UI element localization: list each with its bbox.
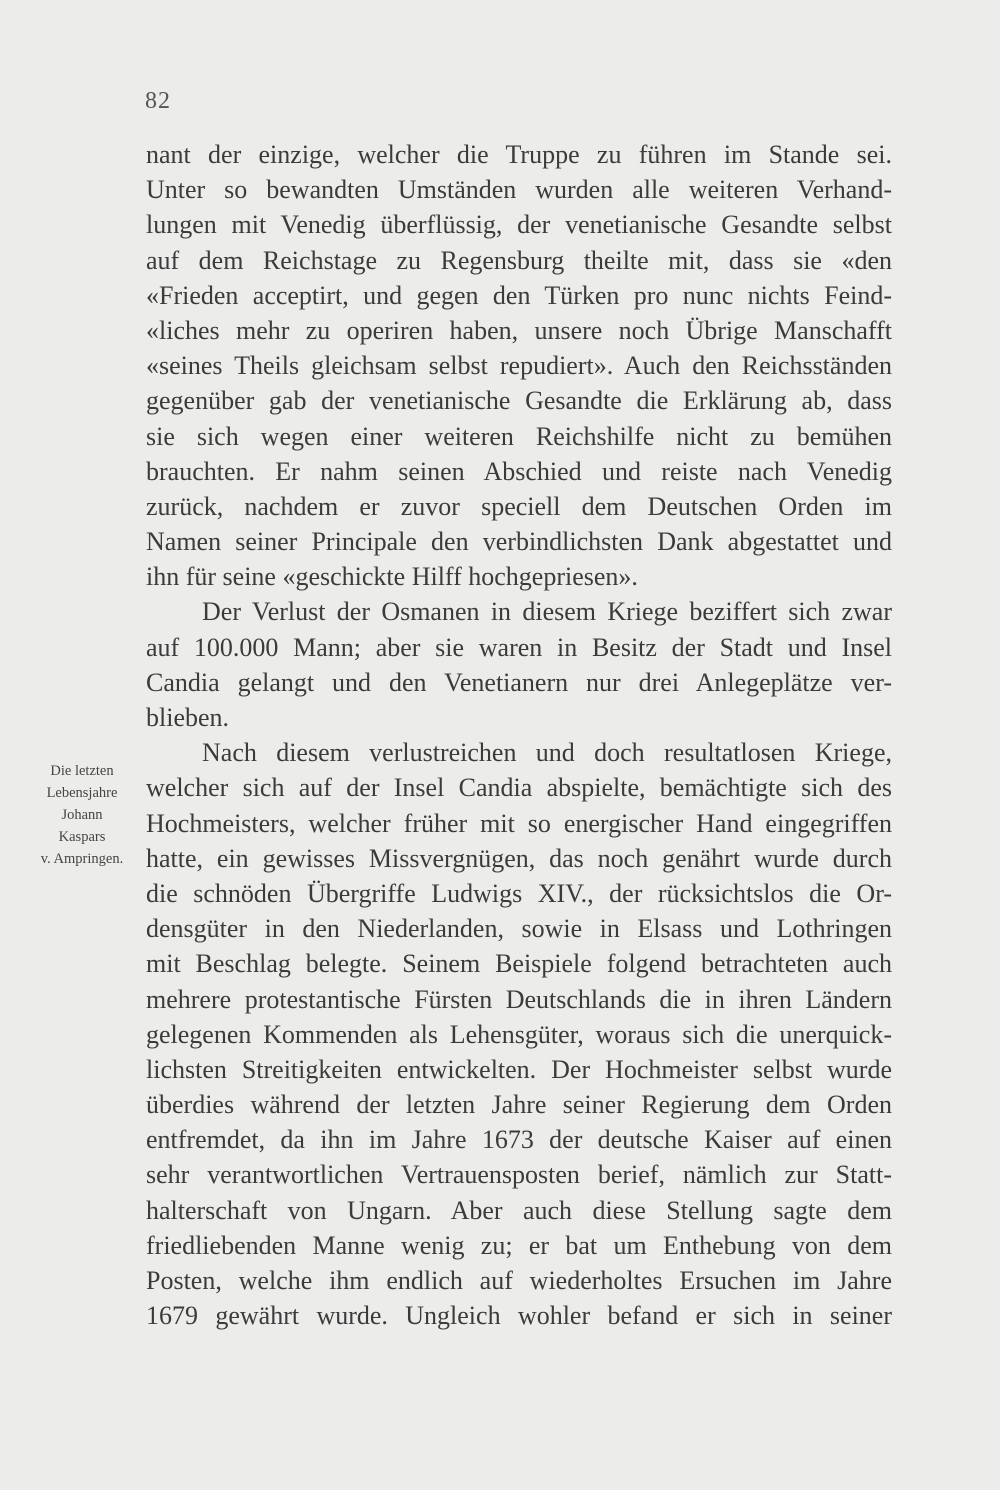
text-line: Hochmeisters, welcher früher mit so energischer Hand eingegriffen [146, 808, 892, 838]
margin-note-line: Die letzten [50, 763, 114, 779]
text-line: Namen seiner Principale den verbindlichsten Dank abgestattet und [146, 527, 892, 557]
text-line: nant der einzige, welcher die Truppe zu führen im Stande sei. [146, 140, 892, 169]
paragraph-first-line: Der Verlust der Osmanen in diesem Kriege beziffert sich zwar [202, 597, 892, 627]
text-line: «Frieden acceptirt, und gegen den Türken pro nunc nichts Feind- [146, 280, 892, 310]
text-line: 1679 gewährt wurde. Ungleich wohler befand er sich in seiner [146, 1301, 892, 1331]
text-line: densgüter in den Niederlanden, sowie in Elsass und Lothringen [146, 914, 892, 944]
text-line: friedliebenden Manne wenig zu; er bat um Enthebung von dem [146, 1230, 892, 1260]
text-line: brauchten. Er nahm seinen Abschied und reiste nach Venedig [146, 456, 892, 486]
margin-note [22, 760, 142, 870]
body-text [146, 137, 892, 1333]
margin-note-line: Lebensjahre [46, 785, 118, 801]
page-number: 82 [145, 88, 171, 114]
paragraph-first-line: Nach diesem verlustreichen und doch resultatlosen Kriege, [202, 738, 892, 768]
text-line: sehr verantwortlichen Vertrauensposten berief, nämlich zur Statt- [146, 1160, 892, 1190]
text-line: auf 100.000 Mann; aber sie waren in Besitz der Stadt und Insel [146, 632, 892, 662]
margin-note-line: Kaspars [58, 829, 106, 845]
text-line: lichsten Streitigkeiten entwickelten. Der Hochmeister selbst wurde [146, 1054, 892, 1084]
margin-note-line: v. Ampringen. [40, 851, 124, 867]
margin-note-line: Johann [61, 807, 103, 823]
text-line: überdies während der letzten Jahre seiner Regierung dem Orden [146, 1090, 892, 1120]
text-line: Unter so bewandten Umständen wurden alle weiteren Verhand- [146, 175, 892, 205]
text-line: Candia gelangt und den Venetianern nur drei Anlegeplätze ver- [146, 667, 892, 697]
text-line: die schnöden Übergriffe Ludwigs XIV., der rücksichtslos die Or- [146, 878, 892, 908]
text-line: auf dem Reichstage zu Regensburg theilte mit, dass sie «den [146, 245, 892, 275]
text-line: mit Beschlag belegte. Seinem Beispiele folgend betrachteten auch [146, 949, 892, 979]
text-line: halterschaft von Ungarn. Aber auch diese Stellung sagte dem [146, 1195, 892, 1225]
text-line: zurück, nachdem er zuvor speciell dem Deutschen Orden im [146, 491, 892, 521]
text-line: hatte, ein gewisses Missvergnügen, das noch genährt wurde durch [146, 843, 892, 873]
text-line: sie sich wegen einer weiteren Reichshilfe nicht zu bemühen [146, 421, 892, 451]
text-line: ihn für seine «geschickte Hilff hochgepriesen». [146, 562, 638, 592]
text-line: blieben. [146, 703, 230, 732]
text-line: mehrere protestantische Fürsten Deutschlands die in ihren Ländern [146, 984, 892, 1014]
text-line: gegenüber gab der venetianische Gesandte die Erklärung ab, dass [146, 386, 892, 416]
text-line: «seines Theils gleichsam selbst repudiert». Auch den Reichsständen [146, 351, 892, 381]
text-line: entfremdet, da ihn im Jahre 1673 der deutsche Kaiser auf einen [146, 1125, 892, 1155]
text-line: welcher sich auf der Insel Candia abspielte, bemächtigte sich des [146, 773, 892, 803]
text-line: Posten, welche ihm endlich auf wiederholtes Ersuchen im Jahre [146, 1266, 892, 1295]
text-line: «liches mehr zu operiren haben, unsere noch Übrige Manschafft [146, 315, 892, 345]
text-line: lungen mit Venedig überflüssig, der venetianische Gesandte selbst [146, 210, 892, 240]
text-line: gelegenen Kommenden als Lehensgüter, woraus sich die unerquick- [146, 1019, 892, 1049]
